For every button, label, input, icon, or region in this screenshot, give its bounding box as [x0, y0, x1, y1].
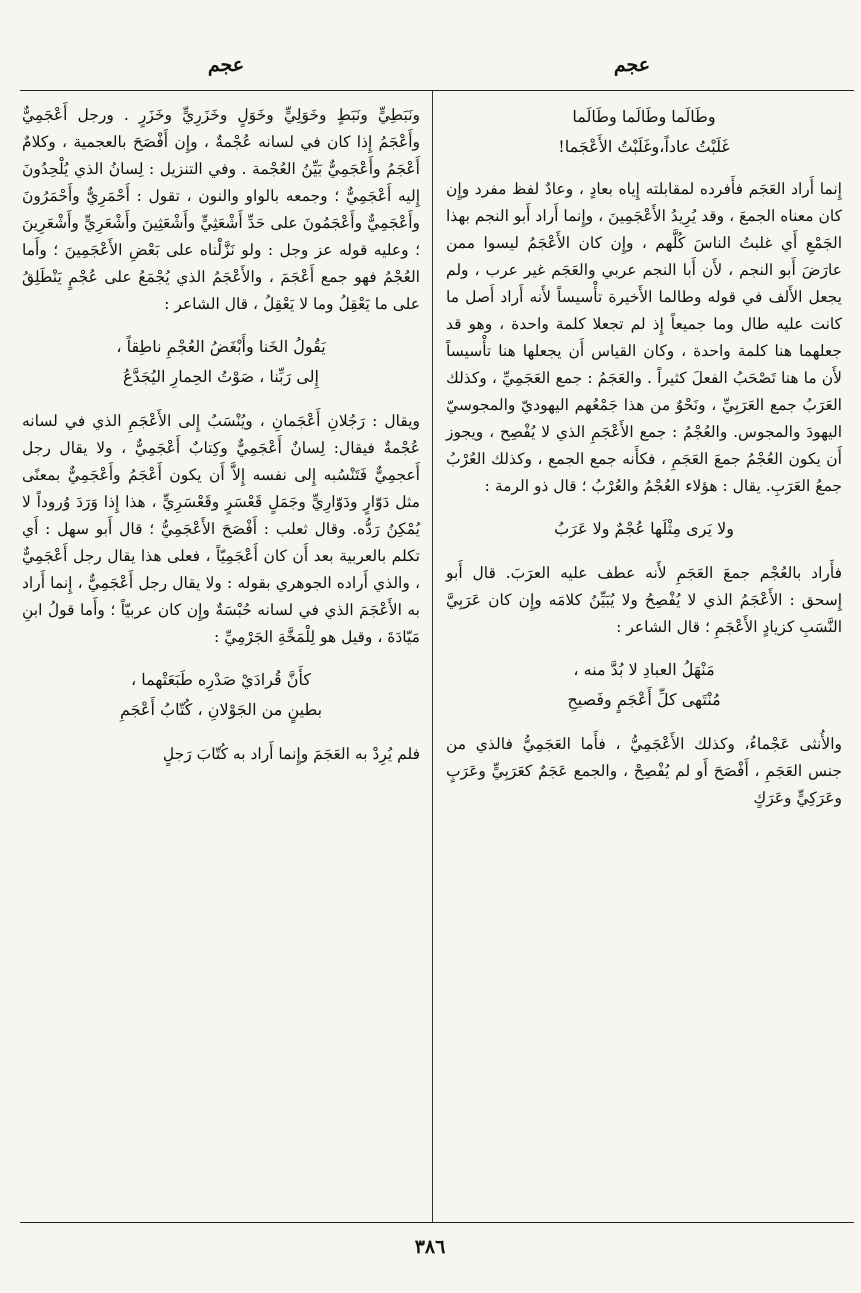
paragraph: إِنما أَراد العَجَم فأَفرده لمقابلته إِياه بعادٍ ، وعادٌ لفظ مفرد وإِن كان معناه الجمعَ ، وقد يُرِيدُ الأَعْجَمِينَ ، وإِنما أَراد أَبو النجم بهذا الجَمْعِ أَي غلبتُ الناسَ كُلَّهم ، وإِن كان الأَعْجَمُ ليسوا ممن عارَضَ أَبو النجم ، لأَن أَبا النجم عربي والعَجَم غير عرب ، ولم يجعل الأَلف في قوله وطالما الأَخيرة تأْسيساً لأَنه أَراد أَصل ما كانت عليه طال وما جميعاً إِذ لم تجعلا كلمة واحدة ، وهو قد جعلهما هنا كلمة واحدة ، وكان القياس أَن يجعلها هنا تأْسيساً لأَن ما هنا تَصْحَبُ الفعلَ كثيراً . والعَجَمُ : جمع العَجَمِيِّ ، وكذلك العَرَبُ جمع العَرَبِيِّ ، ونَحْوٌ من هذا جَمْعُهم اليهوديّ والمجوسيّ اليهودَ والمجوس. والعُجْمُ : جمع الأَعْجَمِ الذي لا يُفْصِح ، ويجوز أَن يكون العُجْمُ جمعَ العَجَمِ ، فكأَنه جمع الجمع ، وكذلك العُرْبُ جمعُ العَرَبِ. يقال : هؤلاء العُجْمُ والعُرْبُ ؛ قال ذو الرمة : — [446, 180, 842, 495]
bottom-rule-line — [20, 1222, 854, 1223]
verse-block — [446, 655, 842, 715]
paragraph: ويقال : رَجُلانِ أَعْجَمانِ ، ويُنْسَبُ إِلى الأَعْجَمِ الذي في لسانه عُجْمةٌ فيقال: لِسانٌ أَعْجَمِيٌّ وكِتابٌ أَعْجَمِيٌّ ، ولا يقال رجل أَعجمِيٌّ فَتَنْسُبه إِلى نفسه إِلاَّ أَن يكون أَعْجَمُ وأَعْجَمِيٌّ بمعنًى مثل دَوّارٍ ودَوّارِيٍّ وجَمَلٍ قَعْسَرٍ وقَعْسَرِيٍّ ، هذا إِذا وَرَدَ وُروداً لا يُمْكِنُ رَدُّه. وقال ثعلب : أَفْصَحَ الأَعْجَمِيُّ ؛ قال أَبو سهل : أَي تكلم بالعربية بعد أَن كان أَعْجَمِيّاً ، فعلى هذا يقال رجل أَعْجَمِيٌّ ، والذي أَراده الجوهري بقوله : ولا يقال رجل أَعْجَمِيٌّ ، إِنما أَراد به الأَعْجَمَ الذي في لسانه حُبْسَةٌ وإِن كان عربيّاً ؛ وأَما قولُ ابنِ مَيّادَةَ ، وقيل هو لِلْمَخَّةِ الجَرْمِيِّ : — [22, 412, 420, 646]
verse-block — [22, 665, 420, 725]
verse-line: بطينٍ من الجَوْلانِ ، كُتّابُ أَعْجَمِ — [119, 700, 323, 719]
verse-line: مُنْتَهى كلِّ أَعْجَمٍ وفَصيحِ — [567, 690, 721, 709]
header-left-entry-word: عجم — [207, 54, 245, 76]
left-column — [22, 102, 420, 768]
paragraph: فلم يُرِدْ به العَجَمَ وإِنما أَراد به كُتّابَ رَجلٍ — [162, 745, 420, 763]
paragraph: والأُنثى عَجْماءُ، وكذلك الأَعْجَمِيُّ ، فأَما العَجَمِيُّ فالذي من جنس العَجَمِ ، أَفْصَحَ أَو لم يُفْصِحْ ، والجمع عَجَمٌ كعَرَبِيٍّ وعَرَبٍ وعَرَكِيٍّ وعَرَكٍ — [446, 735, 842, 807]
verse-line: مَنْهَلُ العبادِ لا بُدَّ منه ، — [573, 660, 715, 679]
header-right-entry-word: عجم — [613, 54, 651, 76]
right-column — [446, 102, 842, 812]
verse-block — [446, 102, 842, 162]
top-rule-line — [20, 90, 854, 91]
paragraph: ونَبَطِيٍّ ونَبَطٍ وخَوَلِيٍّ وخَوَلٍ وخَزَرِيٍّ وخَزَرٍ . ورجل أَعْجَمِيٌّ وأَعْجَمُ إِذا كان في لسانه عُجْمةٌ ، وإِن أَفْصَحَ بالعجمية ، وكلامٌ أَعْجَمُ وأَعْجَمِيٌّ بَيِّنُ العُجْمة . وفي التنزيل : لِسانُ الذي يُلْحِدُونَ إِليه أَعْجَمِيٌّ ؛ وجمعه بالواو والنون ، تقول : أَحْمَرِيٌّ وأَحْمَرُونَ وأَعْجَمِيٌّ وأَعْجَمُونَ على حَدِّ أَشْعَثِيٍّ وأَشْعَثِينَ وأَشْعَرِيٍّ وأَشْعَرِينَ ؛ وعليه قوله عز وجل : ولو نَزَّلْناه على بَعْضِ الأَعْجَمِينَ ؛ وأَما العُجْمُ فهو جمع أَعْجَمَ ، والأَعْجَمُ الذي يُجْمَعُ على عُجْمٍ يَنْطَلِقُ على ما يَعْقِلُ وما لا يَعْقِلُ ، قال الشاعر : — [22, 106, 420, 313]
verse-block — [22, 332, 420, 392]
verse-line: ولا يَرى مِثْلَها عُجْمٌ ولا عَرَبُ — [554, 519, 734, 538]
verse-line: غَلَبْتُ عاداً،وغَلَبْتُ الأَعْجَما! — [558, 137, 730, 156]
paragraph: فأَراد بالعُجْم جمعَ العَجَمِ لأَنه عطف عليه العرَبَ. قال أَبو إِسحق : الأَعْجَمُ الذي لا يُفْصِحُ ولا يُبَيِّنُ كلامَه وإِن كان عَرَبِيَّ النَّسَبِ كزيادٍ الأَعْجَمِ ؛ قال الشاعر : — [446, 564, 842, 636]
verse-line: إِلى رَبِّنا ، صَوْتُ الحِمارِ اليُجَدَّعُ — [123, 367, 319, 386]
verse-line: وطَالَما وطَالَما وطَالَما — [572, 107, 716, 126]
verse-line: يَقُولُ الخَنا وأَبْغَضُ العُجْمِ ناطِقاً ، — [116, 337, 326, 356]
verse-block — [446, 514, 842, 544]
verse-line: كأَنَّ قُرادَيْ صَدْرِه طَبَعَتْهما ، — [130, 670, 312, 689]
page-number: ٣٨٦ — [414, 1236, 446, 1258]
column-divider-line — [432, 91, 433, 1222]
